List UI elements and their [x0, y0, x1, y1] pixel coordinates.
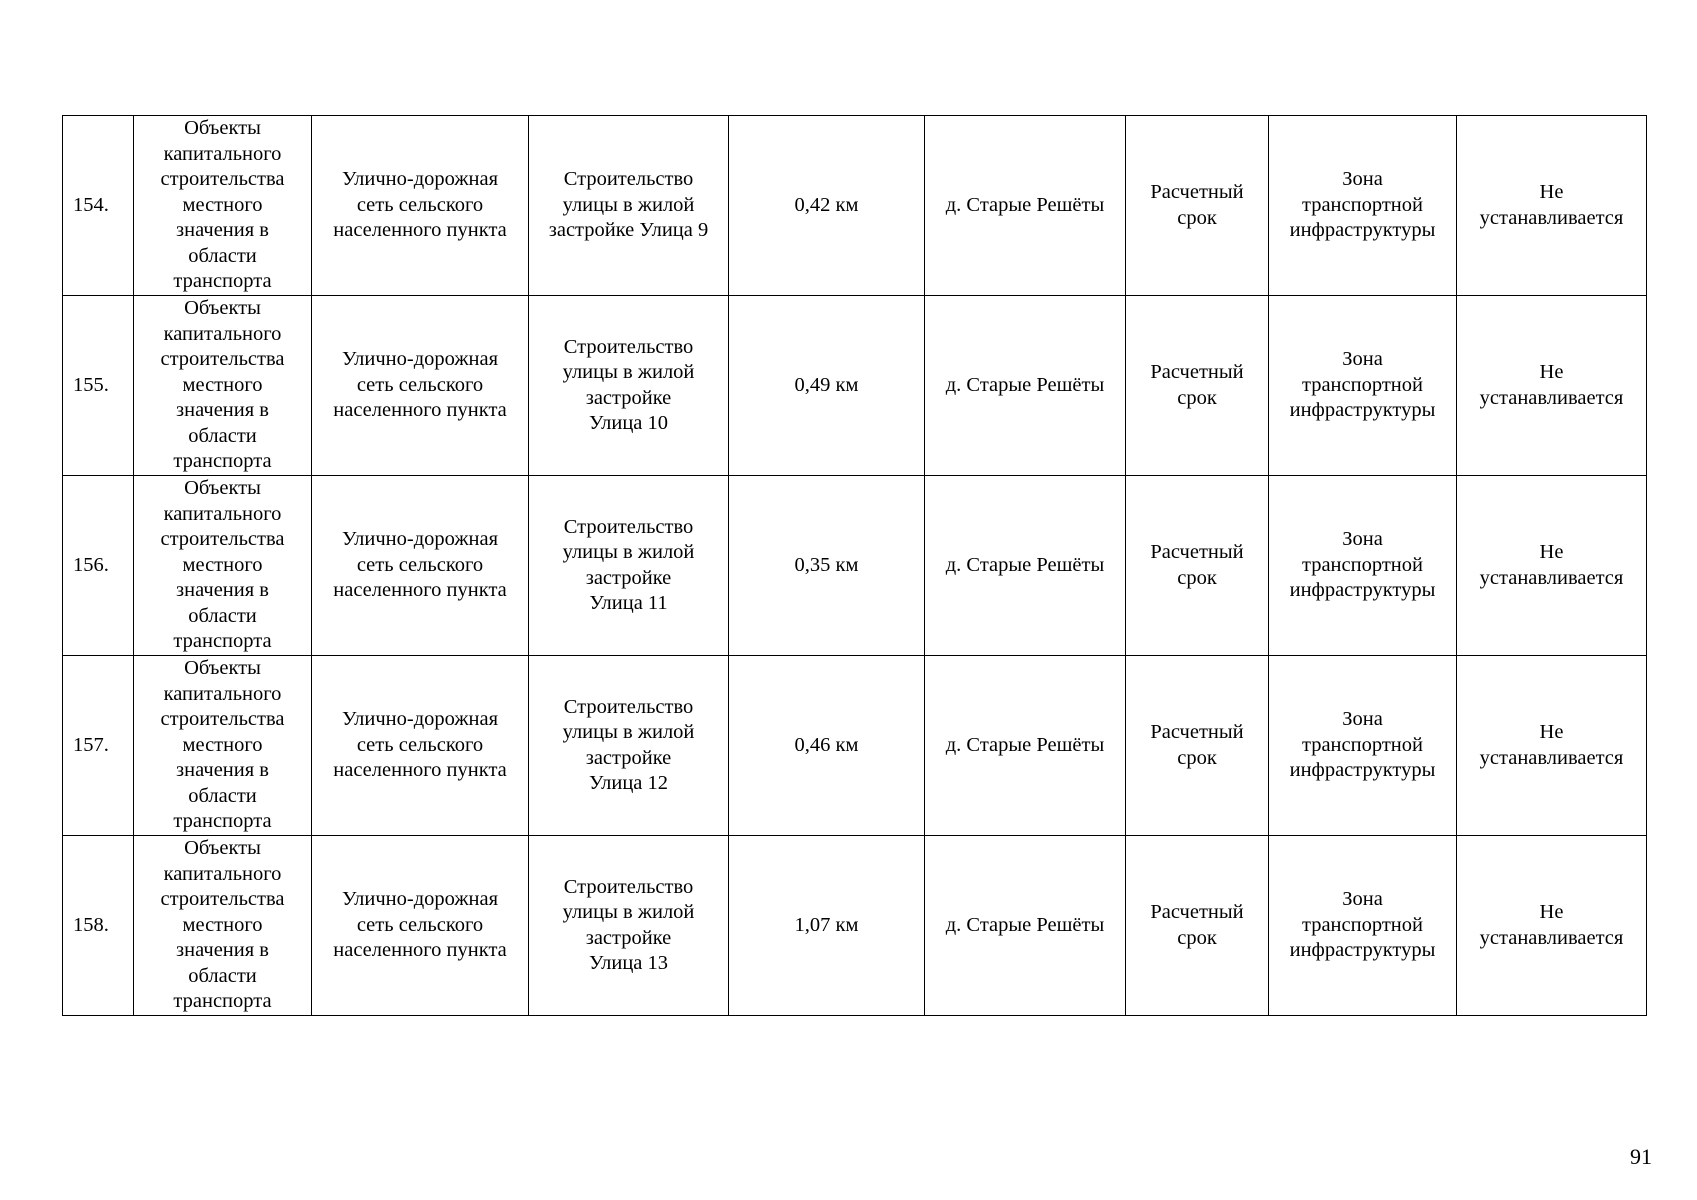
- object-name: Строительство улицы в жилой застройке Улица 11: [529, 476, 729, 656]
- object-category: Объекты капитального строительства местного значения в области транспорта: [134, 476, 312, 656]
- object-length: 1,07 км: [729, 836, 925, 1016]
- row-number: 157.: [63, 656, 134, 836]
- object-name: Строительство улицы в жилой застройке Улица 12: [529, 656, 729, 836]
- object-category: Объекты капитального строительства местного значения в области транспорта: [134, 836, 312, 1016]
- zone-restriction: Не устанавливается: [1457, 296, 1647, 476]
- row-number: 156.: [63, 476, 134, 656]
- object-length: 0,46 км: [729, 656, 925, 836]
- implementation-term: Расчетный срок: [1126, 296, 1269, 476]
- table-row: [63, 836, 1647, 1016]
- object-length: 0,49 км: [729, 296, 925, 476]
- object-type: Улично-дорожная сеть сельского населенного пункта: [312, 296, 529, 476]
- table-row: [63, 476, 1647, 656]
- functional-zone: Зона транспортной инфраструктуры: [1269, 836, 1457, 1016]
- objects-table: [62, 115, 1647, 1016]
- functional-zone: Зона транспортной инфраструктуры: [1269, 476, 1457, 656]
- object-location: д. Старые Решёты: [925, 656, 1126, 836]
- implementation-term: Расчетный срок: [1126, 116, 1269, 296]
- object-type: Улично-дорожная сеть сельского населенного пункта: [312, 476, 529, 656]
- object-category: Объекты капитального строительства местного значения в области транспорта: [134, 296, 312, 476]
- object-category: Объекты капитального строительства местного значения в области транспорта: [134, 116, 312, 296]
- zone-restriction: Не устанавливается: [1457, 836, 1647, 1016]
- object-name: Строительство улицы в жилой застройке Улица 9: [529, 116, 729, 296]
- implementation-term: Расчетный срок: [1126, 656, 1269, 836]
- object-length: 0,35 км: [729, 476, 925, 656]
- object-name: Строительство улицы в жилой застройке Улица 10: [529, 296, 729, 476]
- table-row: [63, 116, 1647, 296]
- zone-restriction: Не устанавливается: [1457, 656, 1647, 836]
- zone-restriction: Не устанавливается: [1457, 116, 1647, 296]
- implementation-term: Расчетный срок: [1126, 476, 1269, 656]
- object-category: Объекты капитального строительства местного значения в области транспорта: [134, 656, 312, 836]
- implementation-term: Расчетный срок: [1126, 836, 1269, 1016]
- object-type: Улично-дорожная сеть сельского населенного пункта: [312, 836, 529, 1016]
- object-type: Улично-дорожная сеть сельского населенного пункта: [312, 116, 529, 296]
- functional-zone: Зона транспортной инфраструктуры: [1269, 656, 1457, 836]
- object-location: д. Старые Решёты: [925, 476, 1126, 656]
- functional-zone: Зона транспортной инфраструктуры: [1269, 296, 1457, 476]
- row-number: 158.: [63, 836, 134, 1016]
- zone-restriction: Не устанавливается: [1457, 476, 1647, 656]
- object-location: д. Старые Решёты: [925, 296, 1126, 476]
- object-location: д. Старые Решёты: [925, 116, 1126, 296]
- object-name: Строительство улицы в жилой застройке Улица 13: [529, 836, 729, 1016]
- table-row: [63, 296, 1647, 476]
- object-type: Улично-дорожная сеть сельского населенного пункта: [312, 656, 529, 836]
- row-number: 155.: [63, 296, 134, 476]
- object-location: д. Старые Решёты: [925, 836, 1126, 1016]
- page-number: 91: [1630, 1144, 1652, 1169]
- functional-zone: Зона транспортной инфраструктуры: [1269, 116, 1457, 296]
- row-number: 154.: [63, 116, 134, 296]
- object-length: 0,42 км: [729, 116, 925, 296]
- table-row: [63, 656, 1647, 836]
